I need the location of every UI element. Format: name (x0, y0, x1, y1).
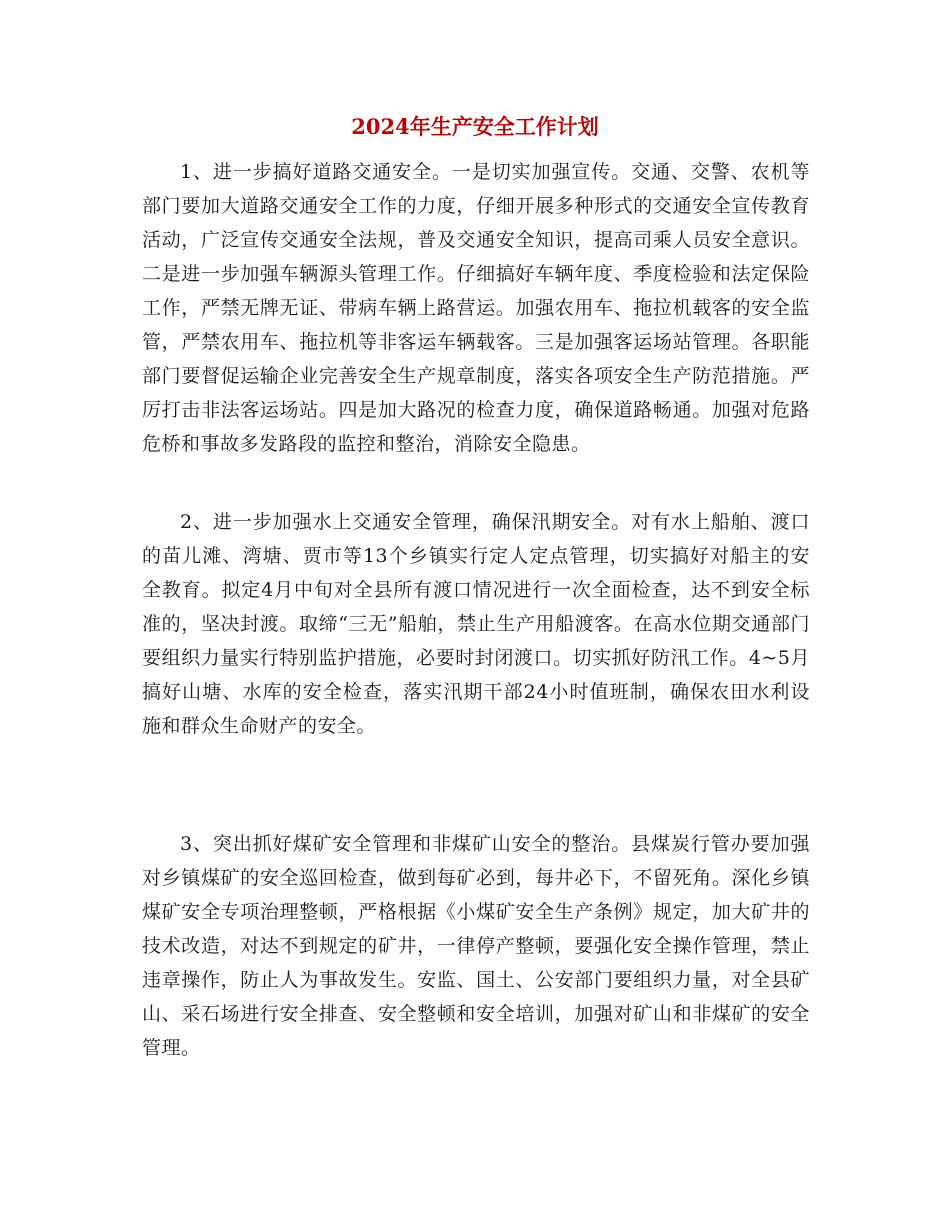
document-title: 2024年生产安全工作计划 (351, 114, 599, 139)
paragraph-road-traffic-safety: 1、进一步搞好道路交通安全。一是切实加强宣传。交通、交警、农机等部门要加大道路交通安全工作的力度，仔细开展多种形式的交通安全宣传教育活动，广泛宣传交通安全法规，普及交通安全知识，提高司乘人员安全意识。二是进一步加强车辆源头管理工作。仔细搞好车辆年度、季度检验和法定保险工作，严禁无牌无证、带病车辆上路营运。加强农用车、拖拉机载客的安全监管，严禁农用车、拖拉机等非客运车辆载客。三是加强客运场站管理。各职能部门要督促运输企业完善安全生产规章制度，落实各项安全生产防范措施。严厉打击非法客运场站。四是加大路况的检查力度，确保道路畅通。加强对危路危桥和事故多发路段的监控和整治，消除安全隐患。 (142, 161, 810, 455)
paragraph-mine-safety: 3、突出抓好煤矿安全管理和非煤矿山安全的整治。县煤炭行管办要加强对乡镇煤矿的安全巡回检查，做到每矿必到，每井必下，不留死角。深化乡镇煤矿安全专项治理整顿，严格根据《小煤矿安全生产条例》规定，加大矿井的技术改造，对达不到规定的矿井，一律停产整顿，要强化安全操作管理，禁止违章操作，防止人为事故发生。安监、国土、公安部门要组织力量，对全县矿山、采石场进行安全排查、安全整顿和安全培训，加强对矿山和非煤矿的安全管理。 (142, 833, 810, 1059)
paragraph-water-traffic-safety: 2、进一步加强水上交通安全管理，确保汛期安全。对有水上船舶、渡口的苗儿滩、湾塘、贾市等13个乡镇实行定人定点管理，切实搞好对船主的安全教育。拟定4月中旬对全县所有渡口情况进行一次全面检查，达不到安全标准的，坚决封渡。取缔“三无”船舶，禁止生产用船渡客。在高水位期交通部门要组织力量实行特别监护措施，必要时封闭渡口。切实抓好防汛工作。4~5月搞好山塘、水库的安全检查，落实汛期干部24小时值班制，确保农田水利设施和群众生命财产的安全。 (142, 511, 810, 737)
